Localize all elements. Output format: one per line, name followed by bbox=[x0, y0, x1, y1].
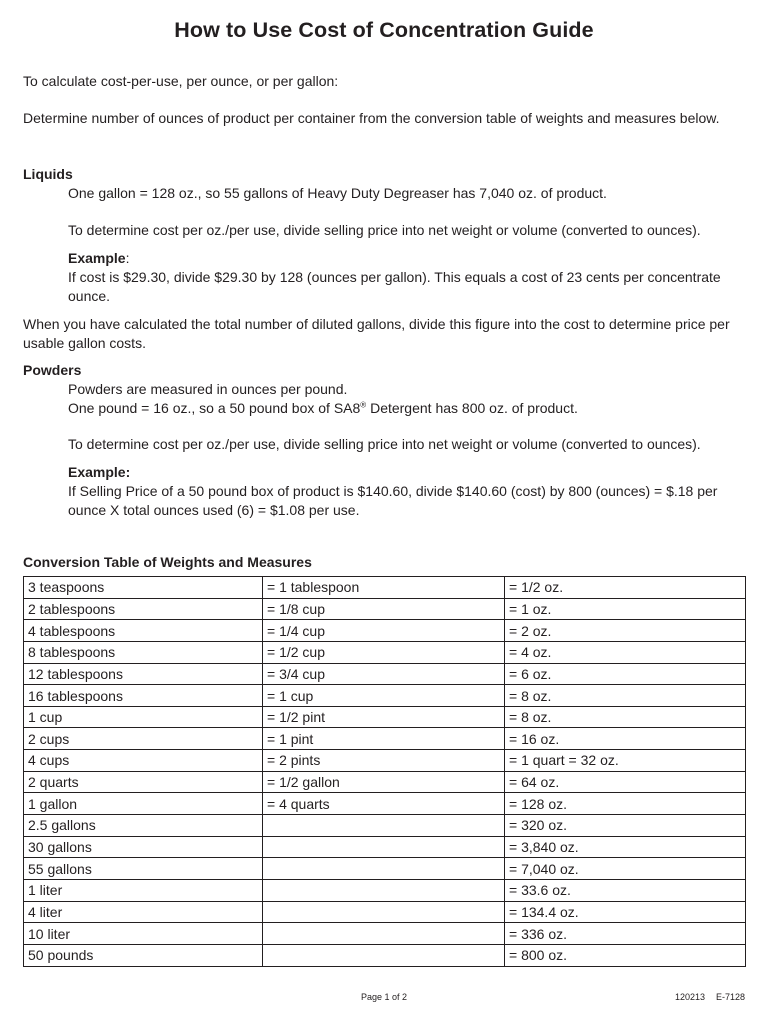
table-row bbox=[24, 858, 746, 880]
equivalent-cell bbox=[263, 901, 505, 923]
document-code: 120213 bbox=[675, 992, 706, 1002]
table-row bbox=[24, 836, 746, 858]
ounces-cell: = 128 oz. bbox=[505, 793, 746, 815]
ounces-cell: = 7,040 oz. bbox=[505, 858, 746, 880]
amount-cell: 1 cup bbox=[24, 706, 263, 728]
equivalent-cell bbox=[263, 858, 505, 880]
table-row bbox=[24, 879, 746, 901]
equivalent-cell: = 1 tablespoon bbox=[263, 577, 505, 599]
ounces-cell: = 64 oz. bbox=[505, 771, 746, 793]
table-row bbox=[24, 577, 746, 599]
table-row bbox=[24, 944, 746, 966]
ounces-cell: = 4 oz. bbox=[505, 641, 746, 663]
ounces-cell: = 800 oz. bbox=[505, 944, 746, 966]
table-row bbox=[24, 728, 746, 750]
amount-cell: 2 cups bbox=[24, 728, 263, 750]
amount-cell: 4 cups bbox=[24, 750, 263, 772]
ounces-cell: = 6 oz. bbox=[505, 663, 746, 685]
equivalent-cell: = 1/4 cup bbox=[263, 620, 505, 642]
amount-cell: 1 gallon bbox=[24, 793, 263, 815]
document-number: E-7128 bbox=[716, 992, 746, 1002]
equivalent-cell bbox=[263, 836, 505, 858]
amount-cell: 10 liter bbox=[24, 923, 263, 945]
equivalent-cell bbox=[263, 815, 505, 837]
equivalent-cell: = 1/2 pint bbox=[263, 706, 505, 728]
equivalent-cell: = 1 cup bbox=[263, 685, 505, 707]
table-row bbox=[24, 663, 746, 685]
liquids-example-colon: : bbox=[125, 250, 130, 266]
ounces-cell: = 1/2 oz. bbox=[505, 577, 746, 599]
amount-cell: 2 quarts bbox=[24, 771, 263, 793]
liquids-example-heading bbox=[68, 249, 758, 268]
amount-cell: 8 tablespoons bbox=[24, 641, 263, 663]
table-row bbox=[24, 793, 746, 815]
table-row bbox=[24, 815, 746, 837]
ounces-cell: = 8 oz. bbox=[505, 685, 746, 707]
powders-heading: Powders bbox=[23, 362, 82, 378]
ounces-cell: = 336 oz. bbox=[505, 923, 746, 945]
equivalent-cell: = 3/4 cup bbox=[263, 663, 505, 685]
powders-line-2 bbox=[68, 399, 758, 418]
powders-line-2-pre: One pound = 16 oz., so a 50 pound box of SA8 bbox=[68, 400, 361, 416]
amount-cell: 16 tablespoons bbox=[24, 685, 263, 707]
intro-text: To calculate cost-per-use, per ounce, or per gallon: bbox=[23, 73, 339, 89]
determine-text: Determine number of ounces of product per container from the conversion table of weights and measures below. bbox=[23, 110, 720, 126]
registered-mark: ® bbox=[360, 400, 367, 410]
equivalent-cell bbox=[263, 879, 505, 901]
amount-cell: 1 liter bbox=[24, 879, 263, 901]
equivalent-cell: = 1/2 cup bbox=[263, 641, 505, 663]
page-number: Page 1 of 2 bbox=[361, 992, 408, 1002]
diluted-text: When you have calculated the total number of diluted gallons, divide this figure into the cost to determine price per usable gallon costs. bbox=[23, 316, 730, 351]
liquids-line-2: To determine cost per oz./per use, divide selling price into net weight or volume (converted to ounces). bbox=[68, 222, 701, 238]
powders-line-2-post: Detergent has 800 oz. of product. bbox=[366, 400, 578, 416]
equivalent-cell bbox=[263, 923, 505, 945]
ounces-cell: = 2 oz. bbox=[505, 620, 746, 642]
table-row bbox=[24, 641, 746, 663]
powders-example-label: Example: bbox=[68, 464, 131, 480]
equivalent-cell: = 1/8 cup bbox=[263, 598, 505, 620]
amount-cell: 30 gallons bbox=[24, 836, 263, 858]
equivalent-cell: = 1 pint bbox=[263, 728, 505, 750]
amount-cell: 2 tablespoons bbox=[24, 598, 263, 620]
ounces-cell: = 16 oz. bbox=[505, 728, 746, 750]
liquids-line-1: One gallon = 128 oz., so 55 gallons of Heavy Duty Degreaser has 7,040 oz. of product. bbox=[68, 185, 607, 201]
conversion-table-caption: Conversion Table of Weights and Measures bbox=[23, 554, 312, 570]
liquids-heading: Liquids bbox=[23, 166, 73, 182]
amount-cell: 50 pounds bbox=[24, 944, 263, 966]
table-row bbox=[24, 620, 746, 642]
amount-cell: 12 tablespoons bbox=[24, 663, 263, 685]
ounces-cell: = 1 oz. bbox=[505, 598, 746, 620]
amount-cell: 4 tablespoons bbox=[24, 620, 263, 642]
table-row bbox=[24, 750, 746, 772]
equivalent-cell: = 2 pints bbox=[263, 750, 505, 772]
table-row bbox=[24, 923, 746, 945]
table-row bbox=[24, 771, 746, 793]
amount-cell: 2.5 gallons bbox=[24, 815, 263, 837]
powders-example-text: If Selling Price of a 50 pound box of product is $140.60, divide $140.60 (cost) by 800 (ounces) = $.18 per ounce X total ounces used (6) = $1.08 per use. bbox=[68, 483, 718, 518]
liquids-example-text: If cost is $29.30, divide $29.30 by 128 (ounces per gallon). This equals a cost of 23 cents per concentrate ounce. bbox=[68, 269, 721, 304]
equivalent-cell: = 4 quarts bbox=[263, 793, 505, 815]
ounces-cell: = 134.4 oz. bbox=[505, 901, 746, 923]
ounces-cell: = 33.6 oz. bbox=[505, 879, 746, 901]
equivalent-cell: = 1/2 gallon bbox=[263, 771, 505, 793]
table-row bbox=[24, 598, 746, 620]
table-row bbox=[24, 706, 746, 728]
ounces-cell: = 3,840 oz. bbox=[505, 836, 746, 858]
powders-line-3: To determine cost per oz./per use, divide selling price into net weight or volume (converted to ounces). bbox=[68, 436, 701, 452]
liquids-example-label: Example bbox=[68, 250, 126, 266]
ounces-cell: = 8 oz. bbox=[505, 706, 746, 728]
table-row bbox=[24, 685, 746, 707]
ounces-cell: = 1 quart = 32 oz. bbox=[505, 750, 746, 772]
table-row bbox=[24, 901, 746, 923]
equivalent-cell bbox=[263, 944, 505, 966]
amount-cell: 3 teaspoons bbox=[24, 577, 263, 599]
powders-line-1: Powders are measured in ounces per pound. bbox=[68, 381, 348, 397]
page-title: How to Use Cost of Concentration Guide bbox=[174, 18, 594, 42]
conversion-table bbox=[23, 576, 746, 967]
amount-cell: 55 gallons bbox=[24, 858, 263, 880]
amount-cell: 4 liter bbox=[24, 901, 263, 923]
ounces-cell: = 320 oz. bbox=[505, 815, 746, 837]
